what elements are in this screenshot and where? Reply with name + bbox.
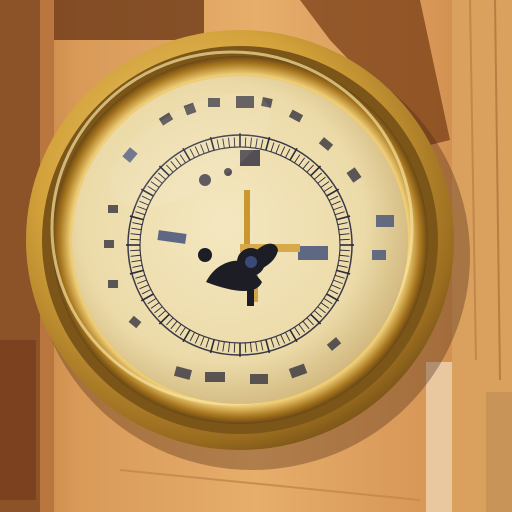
wood-right-lower	[486, 392, 512, 512]
scale-tick	[340, 250, 350, 251]
scale-tick	[130, 239, 140, 240]
wood-right-block	[426, 362, 452, 512]
scale-tick	[234, 343, 235, 353]
wood-top-dark	[54, 0, 204, 40]
scale-tick	[130, 250, 140, 251]
scale-tick	[340, 239, 350, 240]
wood-left-lower-block	[0, 340, 36, 500]
scale-tick	[245, 343, 246, 353]
